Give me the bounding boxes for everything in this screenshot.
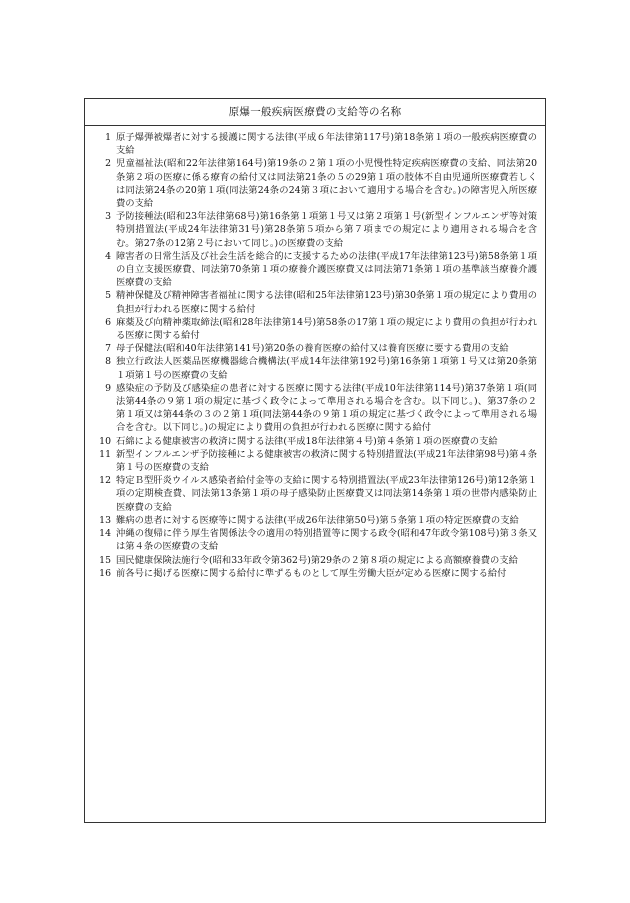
item-number: 9: [105, 382, 111, 394]
list-item: [94, 210, 537, 250]
list-item: [94, 554, 537, 567]
list-item: [94, 435, 537, 448]
item-number: 14: [99, 528, 111, 540]
item-number: 13: [99, 514, 111, 526]
item-number: 2: [105, 158, 111, 170]
list-item: [94, 474, 537, 514]
list-item: [94, 342, 537, 355]
item-text: 石綿による健康被害の救済に関する法律(平成18年法律第４号)第４条第１項の医療費の支給: [116, 435, 498, 447]
list-item: [94, 289, 537, 315]
list-item: [94, 527, 537, 553]
item-text: 独立行政法人医薬品医療機器総合機構法(平成14年法律第192号)第16条第１項第１号又は第20条第１項第１号の医療費の支給: [116, 356, 537, 381]
item-text: 特定Ｂ型肝炎ウイルス感染者給付金等の支給に関する特別措置法(平成23年法律第126号)第12条第１項の定期検査費、同法第13条第１項の母子感染防止医療費又は同法第14条第１項の世帯内感染防止医療費の支給: [116, 475, 537, 513]
item-text: 国民健康保険法施行令(昭和33年政令第362号)第29条の２第８項の規定による高額療養費の支給: [116, 554, 518, 566]
list-item: [94, 355, 537, 381]
item-text: 前各号に掲げる医療に関する給付に準ずるものとして厚生労働大臣が定める医療に関する給付: [116, 567, 507, 579]
item-number: 6: [105, 316, 111, 328]
item-text: 沖縄の復帰に伴う厚生省関係法令の適用の特別措置等に関する政令(昭和47年政令第108号)第３条又は第４条の医療費の支給: [116, 528, 537, 553]
item-number: 16: [99, 567, 111, 579]
document-table: [84, 98, 546, 823]
list-item: [94, 448, 537, 474]
list-item: [94, 316, 537, 342]
item-text: 母子保健法(昭和40年法律第141号)第20条の養育医療の給付又は養育医療に要する費用の支給: [116, 343, 509, 355]
list-item: [94, 250, 537, 290]
item-text: 児童福祉法(昭和22年法律第164号)第19条の２第１項の小児慢性特定疾病医療費の支給、同法第20条第２項の医療に係る療育の給付又は同法第21条の５の29第１項の肢体不自由児通所医療費若しくは同法第24条の20第１項(同法第24条の24第３項において適用する場合を含む。)の障害児入所医療費の支給: [116, 158, 537, 210]
item-text: 原子爆弾被爆者に対する援護に関する法律(平成６年法律第117号)第18条第１項の一般疾病医療費の支給: [116, 132, 537, 157]
item-number: 7: [105, 343, 111, 355]
item-text: 障害者の日常生活及び社会生活を総合的に支援するための法律(平成17年法律第123号)第58条第１項の自立支援医療費、同法第70条第１項の療養介護医療費又は同法第71条第１項の基準該当療養介護医療費の支給: [116, 250, 537, 289]
list-item: [94, 567, 537, 580]
table-header: 原爆一般疾病医療費の支給等の名称: [85, 99, 545, 126]
item-number: 11: [99, 448, 111, 460]
item-number: 5: [105, 290, 111, 302]
item-number: 4: [105, 250, 111, 262]
item-text: 精神保健及び精神障害者福祉に関する法律(昭和25年法律第123号)第30条第１項の規定により費用の負担が行われる医療に関する給付: [116, 290, 537, 315]
item-number: 15: [99, 554, 111, 566]
item-text: 難病の患者に対する医療等に関する法律(平成26年法律第50号)第５条第１項の特定医療費の支給: [116, 514, 519, 526]
item-number: 1: [105, 132, 111, 143]
item-list: [85, 126, 545, 580]
item-text: 感染症の予防及び感染症の患者に対する医療に関する法律(平成10年法律第114号)第37条第１項(同法第44条の９第１項の規定に基づく政令によって準用される場合を含む。以下同じ。)、第37条の２第１項又は第44条の３の２第１項(同法第44条の９第１項の規定に基づく政令によって準用される場合を含む。以下同じ。)の規定により費用の負担が行われる医療に関する給付: [116, 382, 537, 434]
item-number: 3: [105, 211, 111, 223]
item-number: 10: [99, 435, 111, 447]
item-number: 12: [99, 475, 111, 487]
item-text: 予防接種法(昭和23年法律第68号)第16条第１項第１号又は第２項第１号(新型インフルエンザ等対策特別措置法(平成24年法律第31号)第28条第５項から第７項までの規定により適用される場合を含む。第27条の12第２号において同じ。)の医療費の支給: [116, 211, 537, 249]
item-text: 麻薬及び向精神薬取締法(昭和28年法律第14号)第58条の17第１項の規定により費用の負担が行われる医療に関する給付: [116, 316, 537, 342]
item-number: 8: [105, 356, 111, 368]
list-item: [94, 131, 537, 157]
list-item: [94, 514, 537, 527]
list-item: [94, 157, 537, 210]
item-text: 新型インフルエンザ予防接種による健康被害の救済に関する特別措置法(平成21年法律第98号)第４条第１号の医療費の支給: [116, 448, 538, 474]
list-item: [94, 382, 537, 435]
